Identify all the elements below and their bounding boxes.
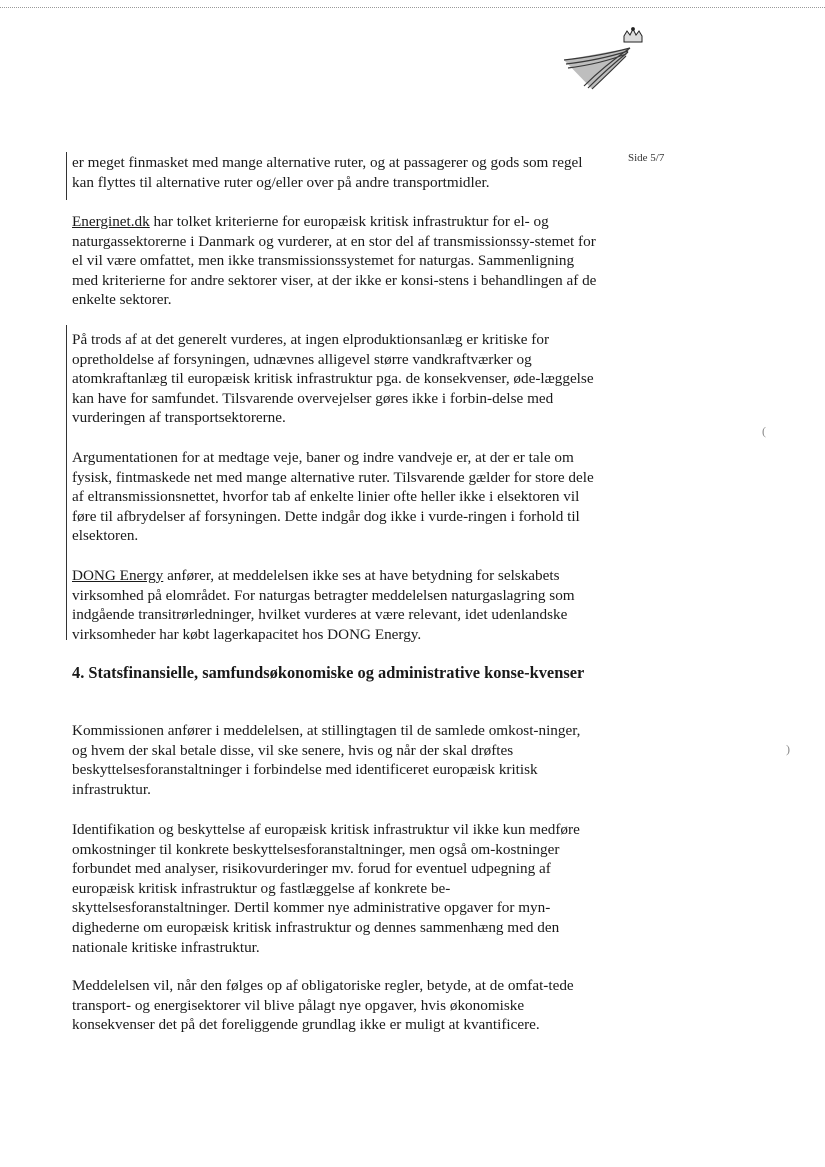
paragraph-energinet — [72, 212, 597, 310]
paragraph-text: Argumentationen for at medtage veje, baner og indre vandveje er, at der er tale om fysisk, fintmaskede net med mange alternative ruter. Tilsvarende gælder for store dele af eltransmissionsnettet, hvorfor tab af enkelte linier ofte heller ikke i elsektoren vil føre til afbrydelser af forsyningen. Dette indgår dog ikke i vurde-ringen i forhold til elsektoren. — [72, 449, 594, 545]
paragraph-3 — [72, 330, 597, 428]
crown-wings-logo-icon — [560, 26, 650, 90]
section-heading: 4. Statsfinansielle, samfundsøkonomiske og administrative konse-kvenser — [72, 663, 585, 682]
scan-edge-line — [0, 7, 825, 8]
margin-change-bar — [66, 152, 67, 200]
paragraph-7 — [72, 820, 597, 957]
paragraph-6 — [72, 721, 597, 799]
paragraph-text: anfører, at meddelelsen ikke ses at have betydning for selskabets virksomhed på elområdet. For naturgas betragter meddelelsen naturgaslagring som indgående transitrørledninger, hvilket vurderes at være relevant, idet udenlandske virksomheder har købt lagerkapacitet hos DONG Energy. — [72, 567, 575, 643]
paragraph-text: Identifikation og beskyttelse af europæisk kritisk infrastruktur vil ikke kun medføre omkostninger til konkrete beskyttelsesforanstaltninger, men også om-kostninger forbundet med analyser, risikovurderinger mv. forud for eventuel udpegning af europæisk kritisk infrastruktur og fastlæggelse af konkrete be-skyttelsesforanstaltninger. Dertil kommer nye administrative opgaver for myn-dighederne om europæisk kritisk infrastruktur og dennes sammenhæng med den nationale kritiske infrastruktur. — [72, 821, 580, 956]
paragraph-text: Meddelelsen vil, når den følges op af obligatoriske regler, betyde, at de omfat-tede transport- og energisektorer vil blive pålagt nye opgaver, hvis økonomiske konsekvenser det på det foreliggende grundlag ikke er muligt at kvantificere. — [72, 977, 574, 1034]
paragraph-1 — [72, 153, 597, 192]
paragraph-dong — [72, 566, 597, 644]
paragraph-4 — [72, 448, 597, 546]
paragraph-text: På trods af at det generelt vurderes, at ingen elproduktionsanlæg er kritiske for opretholdelse af forsyningen, udnævnes alligevel større vandkraftværker og atomkraftanlæg til europæisk kritisk infrastruktur pga. de konsekvenser, øde-læggelse kan have for samfundet. Tilsvarende overvejelser gøres ikke i forbin-delse med vurderingen af transportsektorerne. — [72, 331, 594, 427]
paragraph-text: har tolket kriterierne for europæisk kritisk infrastruktur for el- og naturgassektorerne i Danmark og vurderer, at en stor del af transmissionssy-stemet for el vil være omfattet, men ikke transmissionssystemet for naturgas. Sammenligning med kriterierne for andre sektorer viser, at der ikke er konsi-stens i behandlingen af de enkelte sektorer. — [72, 213, 597, 309]
scan-mark: ) — [786, 742, 790, 756]
paragraph-text: er meget finmasket med mange alternative ruter, og at passagerer og gods som regel kan flyttes til alternative ruter og/eller over på andre transportmidler. — [72, 154, 583, 191]
page-number: Side 5/7 — [628, 152, 665, 164]
paragraph-8 — [72, 976, 597, 1035]
paragraph-text: Kommissionen anfører i meddelelsen, at stillingtagen til de samlede omkost-ninger, og hvem der skal betale disse, vil ske senere, hvis og når der skal drøftes beskyttelsesforanstaltninger i forbindelse med identificeret europæisk kritisk infrastruktur. — [72, 722, 581, 798]
scan-mark: ( — [762, 424, 766, 438]
margin-change-bar — [66, 325, 67, 640]
dong-energy-link: DONG Energy — [72, 567, 164, 584]
energinet-link: Energinet.dk — [72, 213, 150, 230]
